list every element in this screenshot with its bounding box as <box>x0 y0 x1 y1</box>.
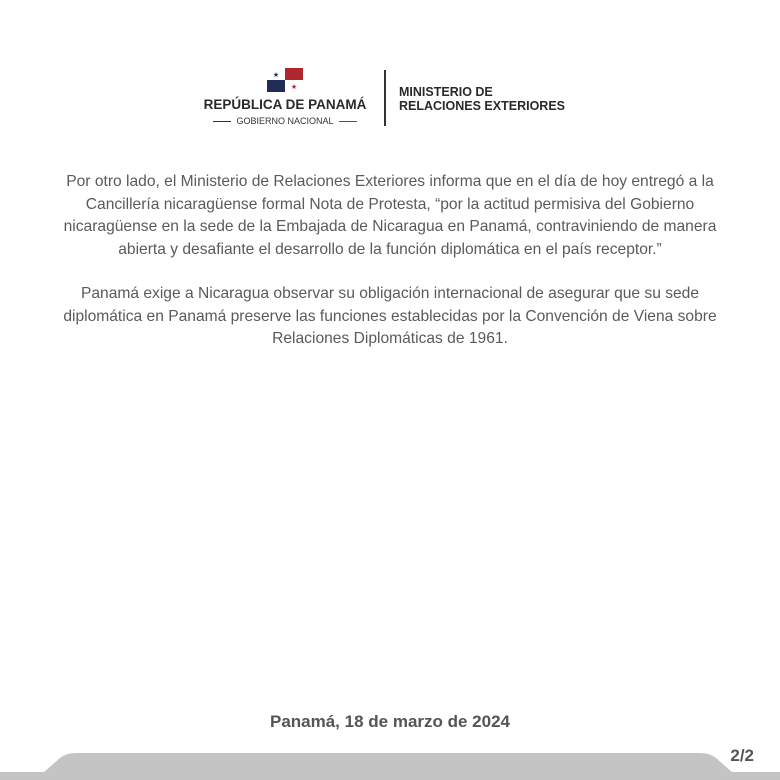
country-block <box>186 96 384 127</box>
panama-flag-icon <box>267 68 303 92</box>
header-divider <box>384 70 386 126</box>
government-label <box>208 115 361 127</box>
svg-text:★: ★ <box>290 84 298 91</box>
country-name: REPÚBLICA DE PANAMÁ <box>203 97 367 112</box>
paragraph-1: Por otro lado, el Ministerio de Relaciones Exteriores informa que en el día de hoy entregó a la Cancillería nicaragüense formal Nota de Protesta, “por la actitud permisiva del Gobierno nicaragüense en la sede de la Embajada de Nicaragua en Panamá, contraviniendo de manera abierta y desafiante el desarrollo de la función diplomática en el país receptor.” <box>63 173 717 258</box>
ministry-line-2: RELACIONES EXTERIORES <box>399 99 565 113</box>
page-number: 2/2 <box>730 746 754 765</box>
svg-text:★: ★ <box>272 72 280 79</box>
paragraph-2: Panamá exige a Nicaragua observar su obligación internacional de asegurar que su sede diplomática en Panamá preserve las funciones establecidas por la Convención de Viena sobre Relaciones Diplomáticas de 1961. <box>63 285 717 347</box>
government-text: GOBIERNO NACIONAL <box>236 116 334 126</box>
body-text <box>60 171 720 351</box>
ministry-name <box>399 85 565 113</box>
ministry-line-1: MINISTERIO DE <box>399 85 493 99</box>
footer-band <box>0 752 780 780</box>
date-line: Panamá, 18 de marzo de 2024 <box>269 712 511 731</box>
